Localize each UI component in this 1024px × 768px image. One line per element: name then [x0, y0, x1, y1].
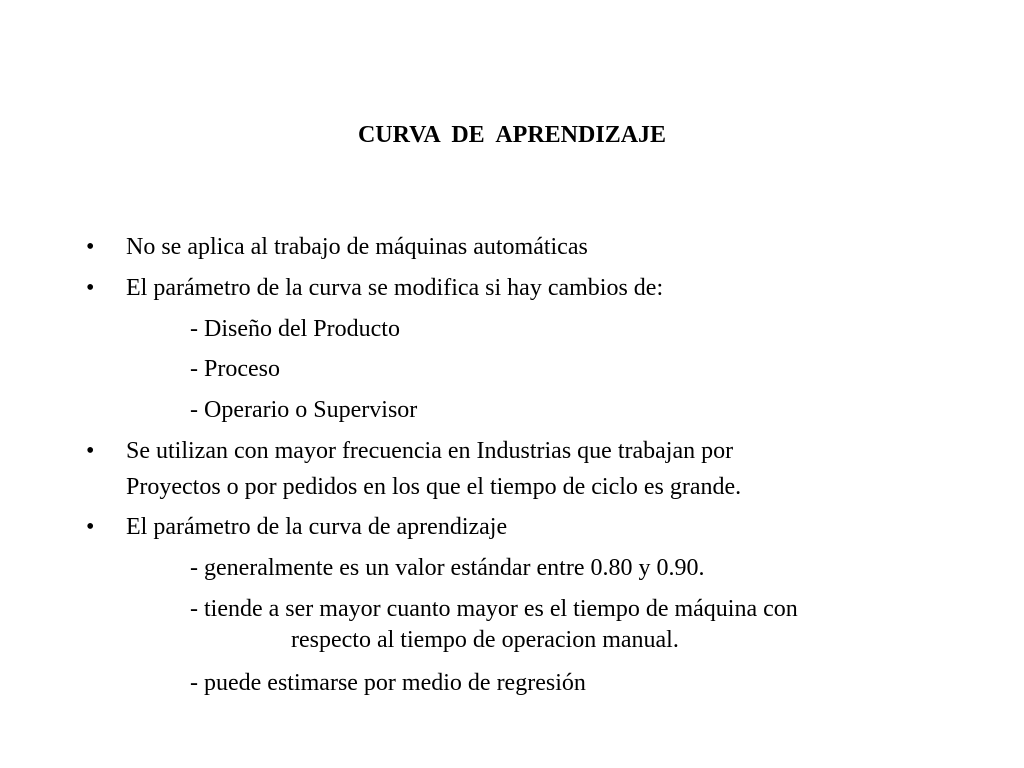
sub-item-text: - puede estimarse por medio de regresión — [190, 670, 586, 696]
bullet-text: El parámetro de la curva se modifica si hay cambios de: — [126, 275, 664, 301]
bullet-text: Proyectos o por pedidos en los que el tiempo de ciclo es grande. — [126, 474, 742, 500]
sub-item-text: - Proceso — [190, 356, 280, 382]
sub-item-text: respecto al tiempo de operacion manual. — [291, 627, 679, 653]
bullet-marker: • — [86, 438, 95, 464]
sub-item-text: - Operario o Supervisor — [190, 397, 418, 423]
bullet-marker: • — [86, 275, 95, 301]
bullet-marker: • — [86, 234, 95, 260]
slide-title: CURVA DE APRENDIZAJE — [357, 122, 667, 148]
bullet-marker: • — [86, 514, 95, 540]
sub-item-text: - tiende a ser mayor cuanto mayor es el tiempo de máquina con — [190, 596, 798, 622]
bullet-text: No se aplica al trabajo de máquinas automáticas — [126, 234, 588, 260]
sub-item-text: - generalmente es un valor estándar entre 0.80 y 0.90. — [190, 555, 705, 581]
sub-item-text: - Diseño del Producto — [190, 316, 400, 342]
bullet-text: El parámetro de la curva de aprendizaje — [126, 514, 508, 540]
bullet-text: Se utilizan con mayor frecuencia en Industrias que trabajan por — [126, 438, 734, 464]
